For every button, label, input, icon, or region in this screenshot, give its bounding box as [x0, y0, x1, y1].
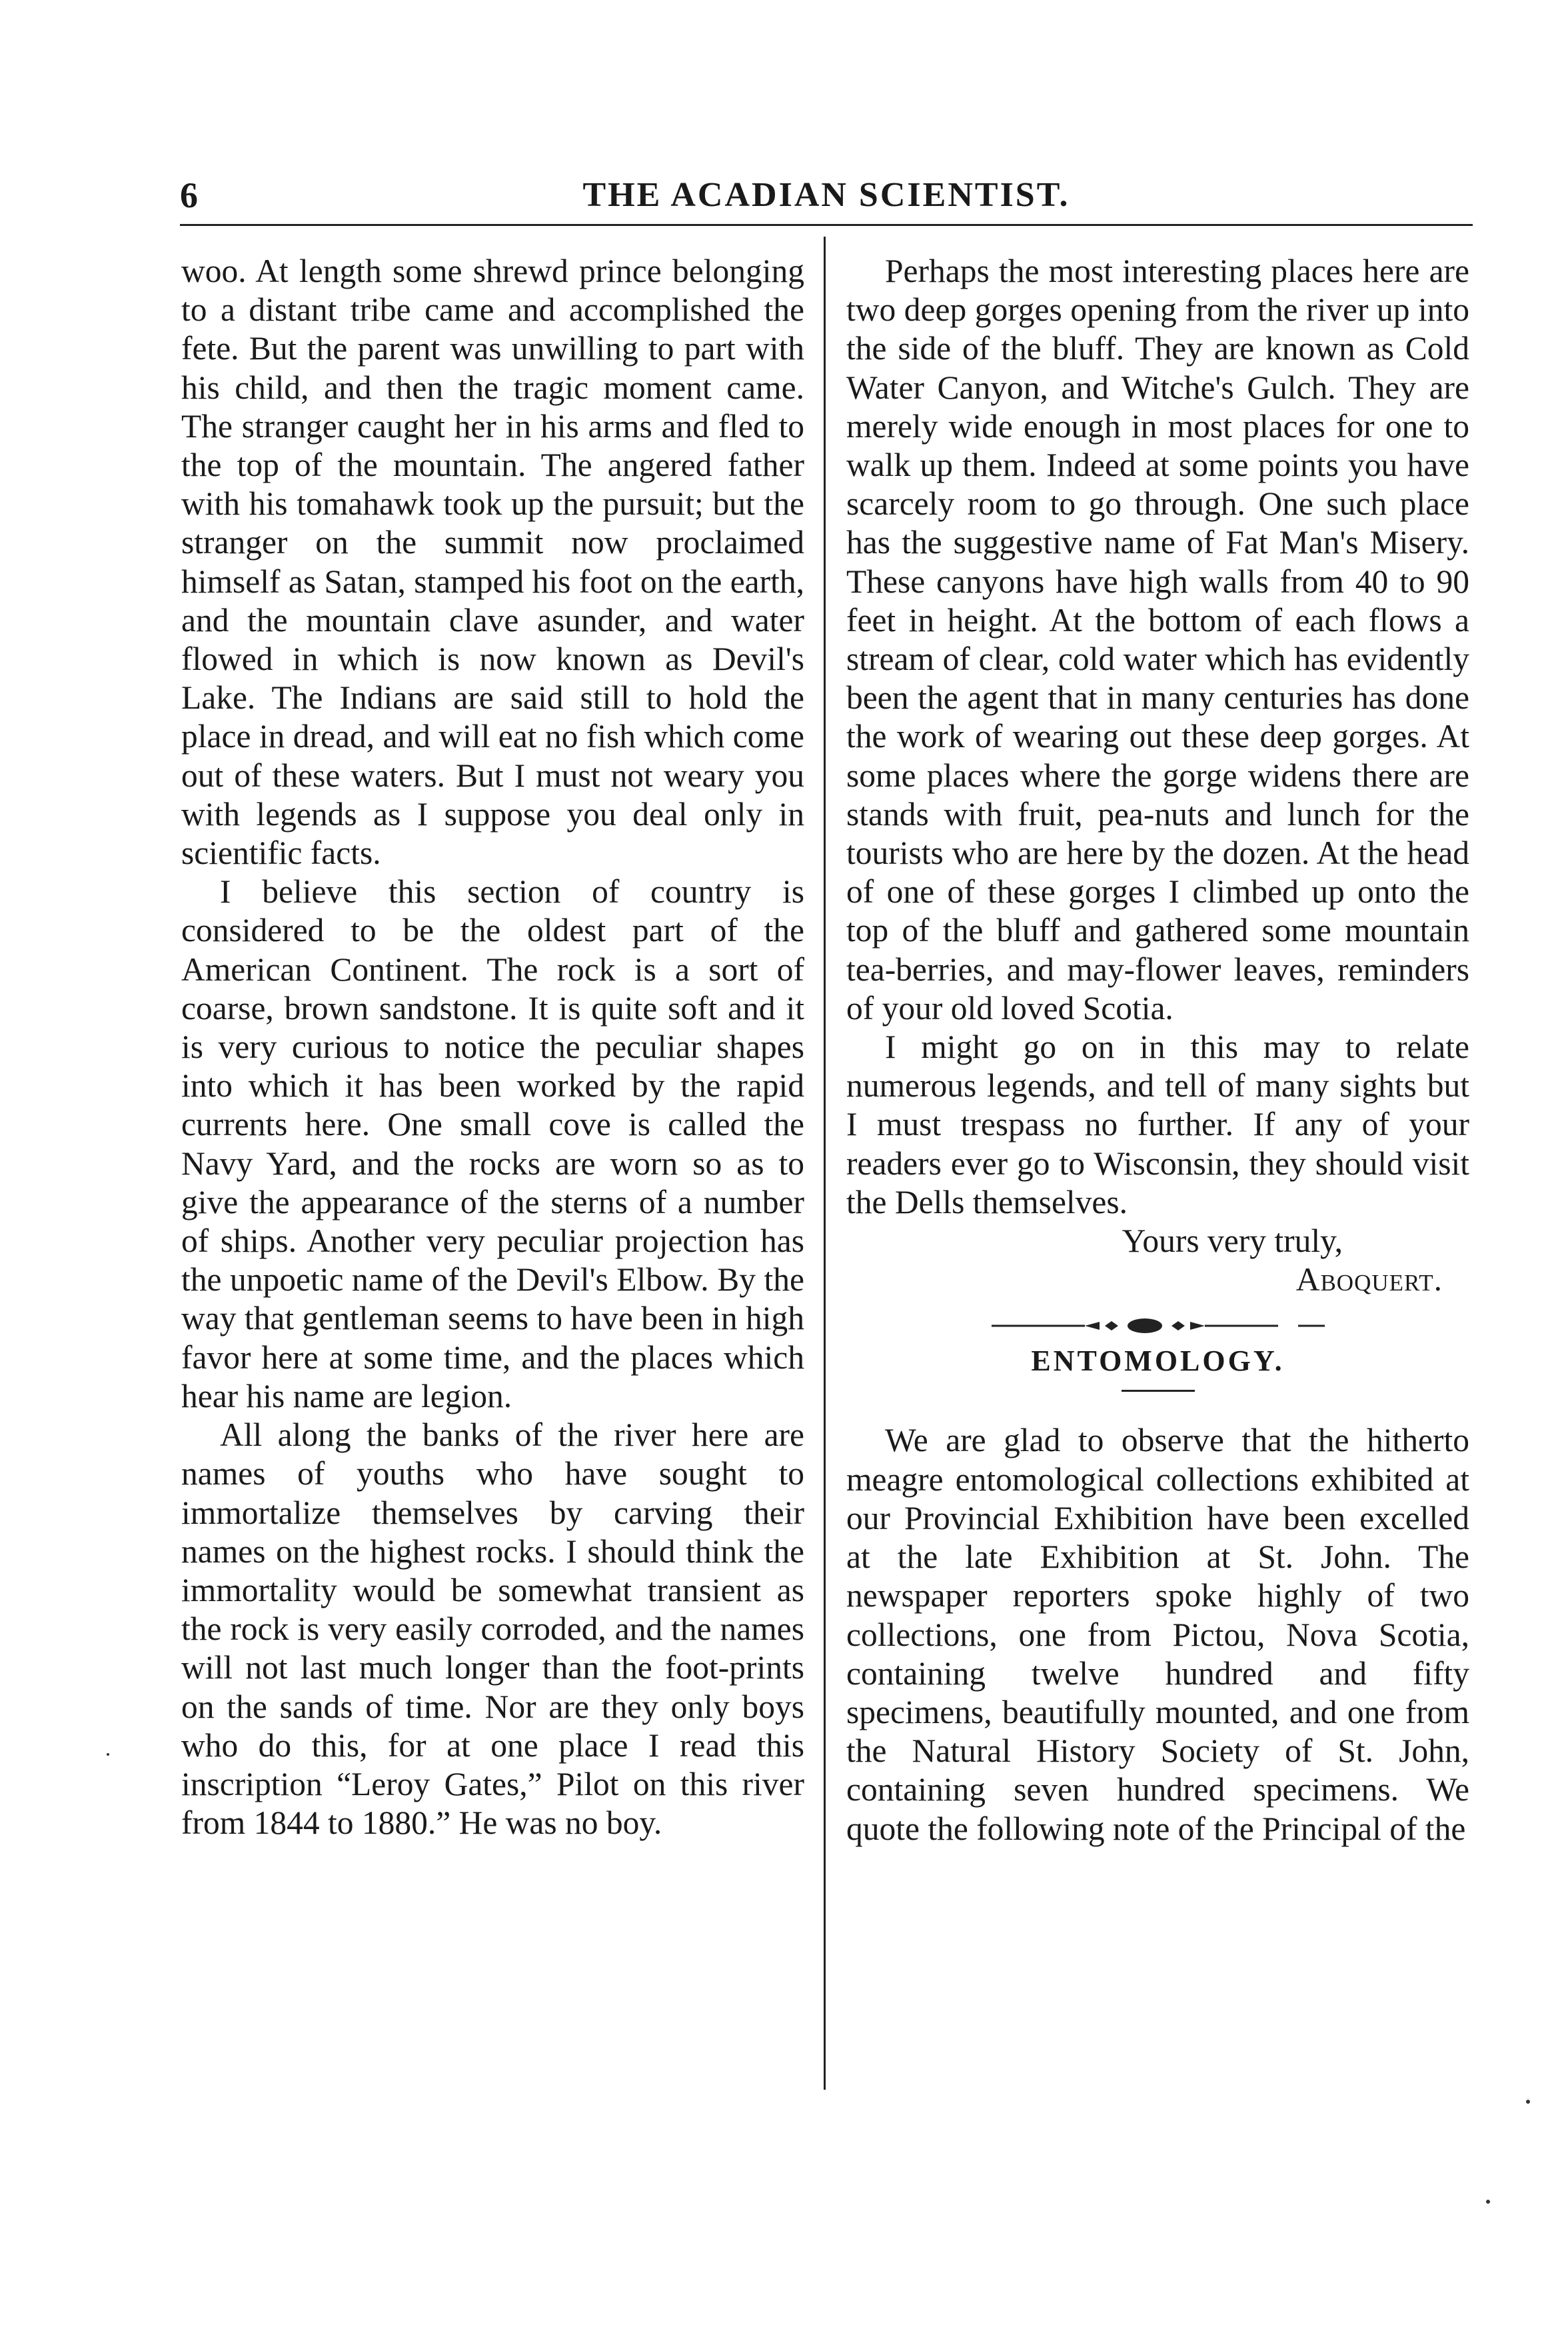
closing-line: Yours very truly, [1122, 1222, 1343, 1260]
page-header [180, 170, 1473, 223]
running-title: THE ACADIAN SCIENTIST. [582, 176, 1070, 214]
heading-rule [1122, 1390, 1195, 1392]
print-speck [1486, 2200, 1490, 2204]
right-column [846, 252, 1469, 1848]
left-column [181, 252, 804, 1842]
paragraph: Perhaps the most interesting places here are two deep gorges opening from the river up into the side of the bluff. They are known as Cold Water Canyon, and Witche's Gulch. They are merely wide enough in most places for one to walk up them. Indeed at some points you have scarcely room to go through. One such place has the suggestive name of Fat Man's Misery. These canyons have high walls from 40 to 90 feet in height. At the bottom of each flows a stream of clear, cold water which has evidently been the agent that in many centuries has done the work of wearing out these deep gorges. At some places where the gorge widens there are stands with fruit, pea-nuts and lunch for the tourists who are here by the dozen. At the head of one of these gorges I climbed up onto the top of the bluff and gathered some mountain tea-berries, and may-flower leaves, reminders of your old loved Scotia. [846, 253, 1469, 1027]
flourish-ornament-icon [985, 1316, 1331, 1335]
letter-closing [846, 1222, 1469, 1299]
column-divider [824, 237, 826, 2090]
paragraph: I believe this section of country is considered to be the oldest part of the American Continent. The rock is a sort of coarse, brown sandstone. It is quite soft and it is very curious to notice the peculiar shapes into which it has been worked by the rapid currents here. One small cove is called the Navy Yard, and the rocks are worn so as to give the appearance of the sterns of a number of ships. Another very peculiar projection has the unpoetic name of the Devil's Elbow. By the way that gentleman seems to have been in high favor here at some time, and the places which hear his name are legion. [181, 873, 804, 1414]
header-rule [180, 224, 1473, 226]
page-number: 6 [180, 175, 198, 215]
print-speck [107, 1753, 109, 1756]
paragraph: I might go on in this may to relate numerous legends, and tell of many sights but I must trespass no further. If any of your readers ever go to Wisconsin, they should visit the Dells themselves. [846, 1029, 1469, 1220]
section-heading: ENTOMOLOGY. [1031, 1344, 1285, 1378]
paragraph: woo. At length some shrewd prince belonging to a distant tribe came and accomplished the fete. But the parent was unwilling to part with his child, and then the tragic moment came. The stranger caught her in his arms and fled to the top of the mountain. The angered father with his tomahawk took up the pursuit; but the stranger on the summit now proclaimed himself as Satan, stamped his foot on the earth, and the mountain clave asunder, and water flowed in which is now known as Devil's Lake. The Indians are said still to hold the place in dread, and will eat no fish which come out of these waters. But I must not weary you with legends as I suppose you deal only in scientific facts. [181, 253, 804, 872]
paragraph: We are glad to observe that the hitherto meagre entomological collections exhibited at our Provincial Exhibition have been excelled at the late Exhibition at St. John. The newspaper reporters spoke highly of two collections, one from Pictou, Nova Scotia, containing twelve hundred and fifty specimens, beautifully mounted, and one from the Natural History Society of St. John, containing seven hundred specimens. We quote the following note of the Principal of the [846, 1422, 1469, 1847]
paragraph: All along the banks of the river here are names of youths who have sought to immortalize themselves by carving their names on the highest rocks. I should think the immortality would be somewhat transient as the rock is very easily corroded, and the names will not last much longer than the foot-prints on the sands of time. Nor are they only boys who do this, for at one place I read this inscription “Leroy Gates,” Pilot on this river from 1844 to 1880.” He was no boy. [181, 1416, 804, 1842]
signature: Aboquert. [1295, 1261, 1443, 1298]
print-speck [1526, 2100, 1530, 2104]
